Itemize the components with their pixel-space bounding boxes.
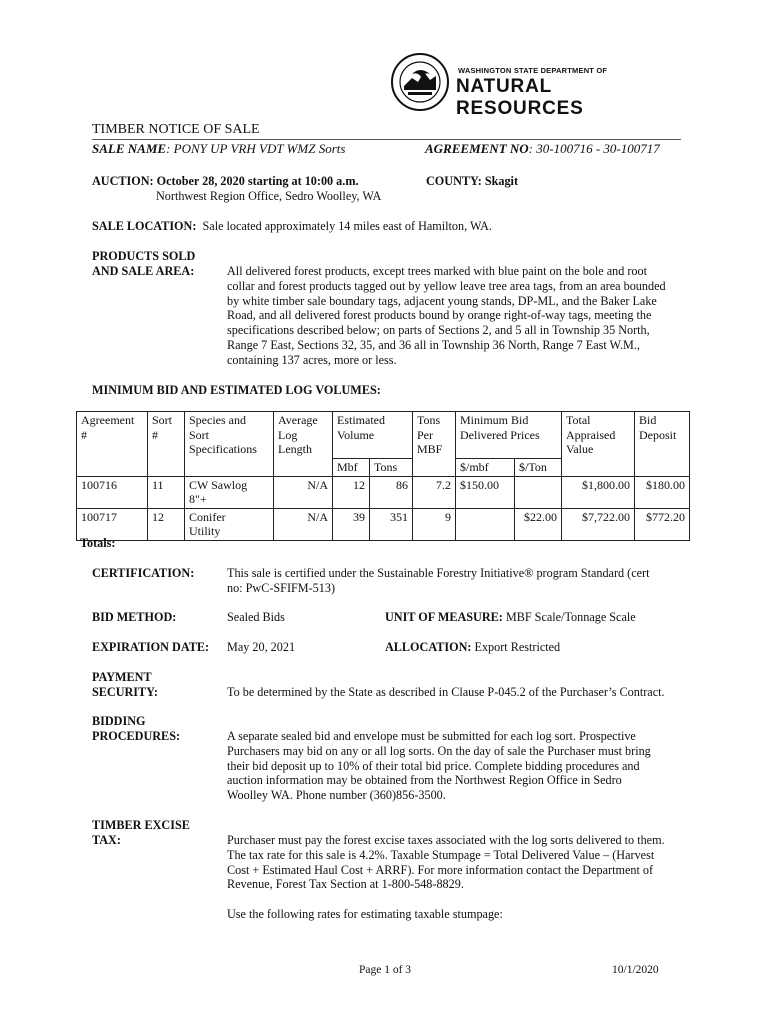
cell-per-ton: $22.00 <box>515 508 562 540</box>
header-avg-log <box>274 412 333 477</box>
cell-tons-per-mbf: 9 <box>413 508 456 540</box>
certification-line: This sale is certified under the Sustainable Forestry Initiative® program Standard (cert <box>227 566 650 580</box>
label-line: PROCEDURES: <box>92 728 181 743</box>
unit-of-measure-value: MBF Scale/Tonnage Scale <box>505 610 636 624</box>
tax-line: Cost + Estimated Haul Cost + ARRF). For more information contact the Department of <box>227 862 654 877</box>
certification-line: no: PwC-SFIFM-513) <box>227 580 336 595</box>
products-sold-description <box>227 264 687 368</box>
auction-label: AUCTION: <box>92 174 154 188</box>
cell-species <box>185 476 274 508</box>
expiration-date-value: May 20, 2021 <box>227 640 296 654</box>
cell-deposit: $180.00 <box>635 476 690 508</box>
cell-per-mbf: $150.00 <box>456 476 515 508</box>
products-sold-label <box>92 249 195 279</box>
description-line: All delivered forest products, except trees marked with blue paint on the bole and root <box>227 264 647 278</box>
bid-volume-table <box>76 411 690 541</box>
header-text: Sort <box>152 413 173 427</box>
payment-security-value: To be determined by the State as described in Clause P-045.2 of the Purchaser’s Contract. <box>227 685 665 699</box>
header-text: Sort <box>189 427 210 442</box>
procedure-line: auction information may be obtained from the Northwest Region Office in Sedro <box>227 773 622 788</box>
agency-name-large: NATURAL RESOURCES <box>456 76 584 119</box>
header-text: Species and <box>189 413 246 427</box>
agreement-number-label: AGREEMENT NO <box>425 141 529 156</box>
cell-agreement: 100716 <box>77 476 148 508</box>
dnr-seal-icon <box>390 52 450 112</box>
agency-name-small: WASHINGTON STATE DEPARTMENT OF <box>458 66 608 75</box>
cell-agreement: 100717 <box>77 508 148 540</box>
expiration-date-label: EXPIRATION DATE: <box>92 640 210 654</box>
bidding-procedures-text <box>227 729 687 803</box>
cell-per-ton <box>515 476 562 508</box>
header-text: MBF <box>417 442 443 456</box>
header-min-bid <box>456 412 562 459</box>
header-tons-per-mbf-spacer <box>413 459 456 477</box>
cell-total: $7,722.00 <box>562 508 635 540</box>
county-label: COUNTY: <box>426 174 482 188</box>
header-text: # <box>152 427 158 442</box>
header-text: Specifications <box>189 442 257 456</box>
products-sold-label-line: PRODUCTS SOLD <box>92 249 196 263</box>
label-line: TIMBER EXCISE <box>92 818 190 832</box>
bid-method-value: Sealed Bids <box>227 610 285 624</box>
county-value: Skagit <box>484 174 519 188</box>
certification-text <box>227 566 687 596</box>
auction-value: October 28, 2020 starting at 10:00 a.m. <box>156 174 359 188</box>
cell-mbf: 39 <box>333 508 370 540</box>
header-tons: Tons <box>370 459 413 477</box>
auction-location: Northwest Region Office, Sedro Woolley, WA <box>156 189 382 203</box>
totals-label: Totals: <box>80 536 116 550</box>
header-text: Appraised <box>566 427 616 442</box>
unit-of-measure-label: UNIT OF MEASURE: <box>385 610 503 624</box>
header-agreement <box>77 412 148 477</box>
sale-name-value: PONY UP VRH VDT WMZ Sorts <box>173 141 346 156</box>
agreement-number-line: AGREEMENT NO: 30-100716 - 30-100717 <box>425 141 660 156</box>
auction-line <box>92 174 359 189</box>
table-header-row <box>77 412 690 459</box>
cell-tons: 351 <box>370 508 413 540</box>
county-line <box>426 174 518 189</box>
page-number: Page 1 of 3 <box>359 964 412 976</box>
header-text: Length <box>278 442 312 456</box>
allocation-line <box>385 640 560 655</box>
header-text: Agreement <box>81 413 135 427</box>
excise-tax-label <box>92 818 190 848</box>
header-text: Bid <box>639 413 657 427</box>
cell-total: $1,800.00 <box>562 476 635 508</box>
header-text: Volume <box>337 427 375 442</box>
header-text: Log <box>278 427 298 442</box>
header-text: Estimated <box>337 413 385 427</box>
header-per-ton: $/Ton <box>515 459 562 477</box>
min-bid-heading: MINIMUM BID AND ESTIMATED LOG VOLUMES: <box>92 383 381 397</box>
procedure-line: their bid deposit up to 10% of their total bid price. Complete bidding procedures and <box>227 758 640 773</box>
label-line: BIDDING <box>92 714 146 728</box>
cell-avg-log: N/A <box>274 476 333 508</box>
description-line: containing 137 acres, more or less. <box>227 352 397 367</box>
tax-line: The tax rate for this sale is 4.2%. Taxable Stumpage = Total Delivered Value – (Harvest <box>227 847 655 862</box>
cell-sort: 11 <box>148 476 185 508</box>
excise-rates-line: Use the following rates for estimating taxable stumpage: <box>227 907 503 921</box>
header-text: Per <box>417 427 433 442</box>
description-line: Road, and all delivered forest products bound by orange right-of-way tags, meeting the <box>227 308 652 323</box>
header-est-volume <box>333 412 413 459</box>
header-species <box>185 412 274 477</box>
document-title: TIMBER NOTICE OF SALE <box>92 122 260 137</box>
title-divider <box>92 139 681 140</box>
header-sort <box>148 412 185 477</box>
tax-line: Purchaser must pay the forest excise taxes associated with the log sorts delivered to them. <box>227 833 665 847</box>
species-text: Utility <box>189 524 221 538</box>
header-text: Minimum Bid <box>460 413 529 427</box>
header-text: Average <box>278 413 318 427</box>
header-text: Value <box>566 442 594 456</box>
label-line: PAYMENT <box>92 670 152 684</box>
description-line: by white timber sale boundary tags, adjacent young stands, DP-ML, and the Baker Lake <box>227 293 657 308</box>
agency-logo <box>390 52 675 119</box>
header-mbf: Mbf <box>333 459 370 477</box>
sale-location-value: Sale located approximately 14 miles east of Hamilton, WA. <box>202 219 492 233</box>
species-text: CW Sawlog <box>189 477 248 492</box>
payment-security-label <box>92 670 158 700</box>
bidding-procedures-label <box>92 714 180 744</box>
sale-location-label: SALE LOCATION: <box>92 219 197 233</box>
products-sold-label-line: AND SALE AREA: <box>92 263 195 278</box>
header-per-mbf: $/mbf <box>456 459 515 477</box>
cell-avg-log: N/A <box>274 508 333 540</box>
header-text: Total <box>566 413 591 427</box>
certification-label: CERTIFICATION: <box>92 566 195 580</box>
description-line: specifications described below; on parts of Sections 2, and 5 all in Township 35 North, <box>227 323 650 338</box>
header-tons-per-mbf <box>413 412 456 459</box>
cell-species <box>185 508 274 540</box>
header-text: Delivered Prices <box>460 427 540 442</box>
sale-name-label: SALE NAME <box>92 141 167 156</box>
cell-sort: 12 <box>148 508 185 540</box>
sale-name-line: SALE NAME: PONY UP VRH VDT WMZ Sorts <box>92 141 346 156</box>
allocation-label: ALLOCATION: <box>385 640 472 654</box>
table-row <box>77 476 690 508</box>
header-text: # <box>81 427 87 442</box>
unit-of-measure-line <box>385 610 636 625</box>
header-text: Deposit <box>639 427 677 442</box>
cell-tons-per-mbf: 7.2 <box>413 476 456 508</box>
excise-tax-text <box>227 833 697 892</box>
label-line: SECURITY: <box>92 684 158 699</box>
procedure-line: Purchasers may bid on any or all log sorts. On the day of sale the Purchaser must bring <box>227 743 651 758</box>
label-line: TAX: <box>92 832 121 847</box>
cell-per-mbf <box>456 508 515 540</box>
footer-date: 10/1/2020 <box>612 964 659 976</box>
procedure-line: A separate sealed bid and envelope must be submitted for each log sort. Prospective <box>227 729 636 743</box>
bid-method-label: BID METHOD: <box>92 610 177 624</box>
description-line: collar and forest products tagged out by yellow leave tree area tags, from an area bounded <box>227 278 666 293</box>
agreement-number-value: 30-100716 - 30-100717 <box>536 141 660 156</box>
procedure-line: Woolley WA. Phone number (360)856-3500. <box>227 788 446 803</box>
sale-location-line <box>92 219 492 234</box>
species-text: Conifer <box>189 509 226 524</box>
header-total-appraised <box>562 412 635 477</box>
tax-line: Revenue, Forest Tax Section at 1-800-548-8829. <box>227 877 464 892</box>
cell-mbf: 12 <box>333 476 370 508</box>
species-text: 8"+ <box>189 492 207 506</box>
cell-tons: 86 <box>370 476 413 508</box>
allocation-value: Export Restricted <box>474 640 561 654</box>
description-line: Range 7 East, Sections 32, 35, and 36 all in Township 36 North, Range 7 East W.M., <box>227 337 640 352</box>
header-bid-deposit <box>635 412 690 477</box>
table-row <box>77 508 690 540</box>
header-text: Tons <box>417 413 441 427</box>
cell-deposit: $772.20 <box>635 508 690 540</box>
